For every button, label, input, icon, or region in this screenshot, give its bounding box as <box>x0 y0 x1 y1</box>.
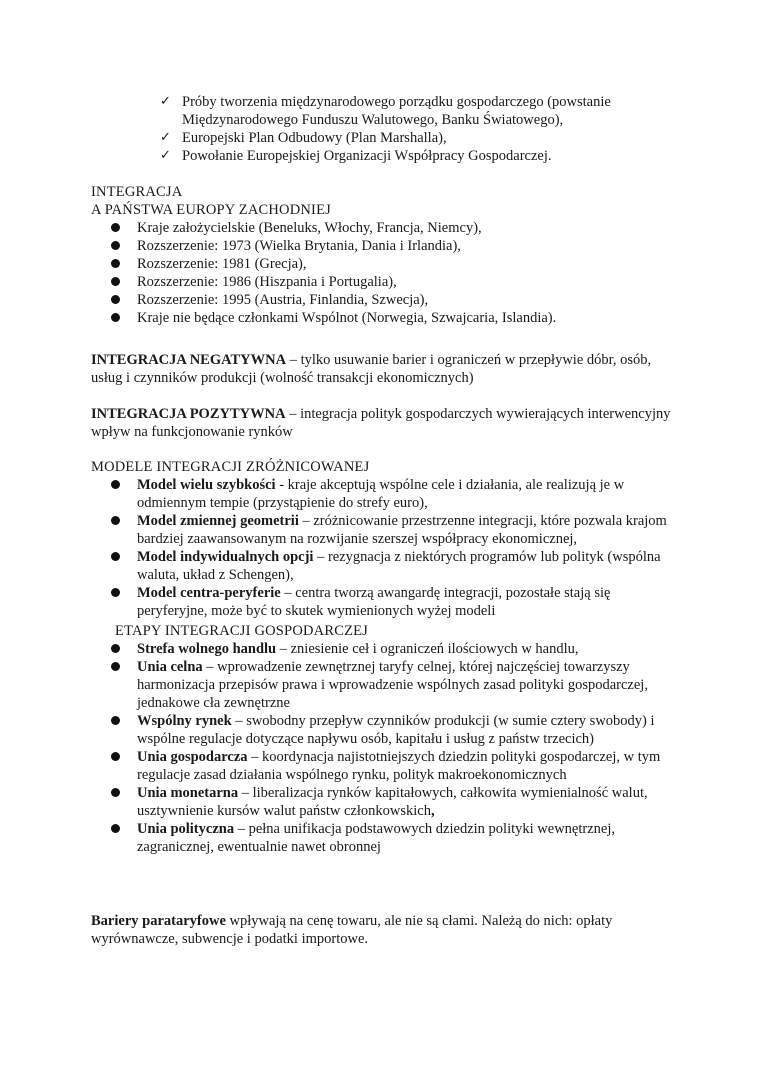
bullet-icon <box>111 588 120 597</box>
para-tariff-barriers: Bariery parataryfowe wpływają na cenę towaru, ale nie są cłami. Należą do nich: opłaty wyrównawcze, subwencje i podatki importowe. <box>91 913 613 947</box>
bullet-icon <box>111 752 120 761</box>
bullet-icon <box>111 644 120 653</box>
list-item: Rozszerzenie: 1973 (Wielka Brytania, Dania i Irlandia), <box>91 237 681 255</box>
list-item: Strefa wolnego handlu – zniesienie ceł i ograniczeń ilościowych w handlu, <box>91 640 681 658</box>
list-item: Model wielu szybkości - kraje akceptują wspólne cele i działania, ale realizują je w odmiennym tempie (przystąpienie do strefy euro), <box>91 476 681 512</box>
list-item: Wspólny rynek – swobodny przepływ czynników produkcji (w sumie cztery swobody) i wspólne regulacje dotyczące napływu osób, kapitału i usług z państw trzecich) <box>91 712 681 748</box>
bullet-list <box>91 640 681 856</box>
bullet-icon <box>111 223 120 232</box>
list-item: Model indywidualnych opcji – rezygnacja z niektórych programów lub polityk (wspólna waluta, układ z Schengen), <box>91 548 681 584</box>
checkmark-icon: ✓ <box>160 148 171 163</box>
bullet-icon <box>111 662 120 671</box>
list-item: Rozszerzenie: 1981 (Grecja), <box>91 255 681 273</box>
bullet-icon <box>111 241 120 250</box>
bullet-icon <box>111 788 120 797</box>
list-item: Rozszerzenie: 1995 (Austria, Finlandia, Szwecja), <box>91 291 681 309</box>
bullet-icon <box>111 259 120 268</box>
list-item: ✓ Powołanie Europejskiej Organizacji Współpracy Gospodarczej. <box>160 148 552 164</box>
differentiated-integration <box>91 458 681 620</box>
term: INTEGRACJA POZYTYWNA <box>91 406 286 422</box>
bullet-icon <box>111 516 120 525</box>
list-item: Kraje założycielskie (Beneluks, Włochy, Francja, Niemcy), <box>91 219 681 237</box>
list-item: ✓ Europejski Plan Odbudowy (Plan Marshalla), <box>160 130 447 146</box>
integration-section <box>91 183 681 327</box>
bullet-icon <box>111 480 120 489</box>
list-item: Model zmiennej geometrii – zróżnicowanie przestrzenne integracji, które pozwala krajom bardziej zaawansowanym na rozwijanie szerszej współpracy ekonomicznej, <box>91 512 681 548</box>
checkmark-icon: ✓ <box>160 130 171 145</box>
list-item: Unia monetarna – liberalizacja rynków kapitałowych, całkowita wymienialność walut, usztywnienie kursów walut państw członkowskich, <box>91 784 681 820</box>
section-subheading: A PAŃSTWA EUROPY ZACHODNIEJ <box>91 202 331 218</box>
list-item: ✓ Próby tworzenia międzynarodowego porządku gospodarczego (powstanie Międzynarodowego Funduszu Walutowego, Banku Światowego), <box>160 94 611 128</box>
bullet-icon <box>111 277 120 286</box>
bullet-icon <box>111 716 120 725</box>
stages-list-block <box>91 640 681 856</box>
bullet-icon <box>111 552 120 561</box>
section-heading: ETAPY INTEGRACJI GOSPODARCZEJ <box>115 623 369 639</box>
postwar-checklist <box>160 93 680 165</box>
bullet-list <box>91 476 681 620</box>
positive-integration: INTEGRACJA POZYTYWNA – integracja polityk gospodarczych wywierających interwencyjny wpływ na funkcjonowanie rynków <box>91 406 671 440</box>
list-item: Model centra-peryferie – centra tworzą awangardę integracji, pozostałe stają się peryferyjne, może być to skutek wymienionych wyżej modeli <box>91 584 681 620</box>
list-item: Unia polityczna – pełna unifikacja podstawowych dziedzin polityki wewnętrznej, zagranicznej, ewentualnie nawet obronnej <box>91 820 681 856</box>
section-heading: INTEGRACJA <box>91 184 183 200</box>
term: INTEGRACJA NEGATYWNA <box>91 352 287 368</box>
checkmark-icon: ✓ <box>160 94 171 109</box>
bullet-icon <box>111 313 120 322</box>
list-item: Rozszerzenie: 1986 (Hiszpania i Portugalia), <box>91 273 681 291</box>
negative-integration: INTEGRACJA NEGATYWNA – tylko usuwanie barier i ograniczeń w przepływie dóbr, osób, usług i czynników produkcji (wolność transakcji ekonomicznych) <box>91 352 652 386</box>
section-heading: MODELE INTEGRACJI ZRÓŻNICOWANEJ <box>91 459 370 475</box>
list-item: Unia gospodarcza – koordynacja najistotniejszych dziedzin polityki gospodarczej, w tym regulacje zasad działania wspólnego rynku, polityk makroekonomicznych <box>91 748 681 784</box>
economic-integration-stages <box>115 622 685 640</box>
bullet-icon <box>111 824 120 833</box>
term: Bariery parataryfowe <box>91 913 226 929</box>
list-item: Unia celna – wprowadzenie zewnętrznej taryfy celnej, której najczęściej towarzyszy harmonizacja przepisów prawa i wprowadzenie wspólnych zasad polityki gospodarczej, jednakowe cła zewnętrzne <box>91 658 681 712</box>
list-item: Kraje nie będące członkami Wspólnot (Norwegia, Szwajcaria, Islandia). <box>91 309 681 327</box>
bullet-list <box>91 219 681 327</box>
bullet-icon <box>111 295 120 304</box>
